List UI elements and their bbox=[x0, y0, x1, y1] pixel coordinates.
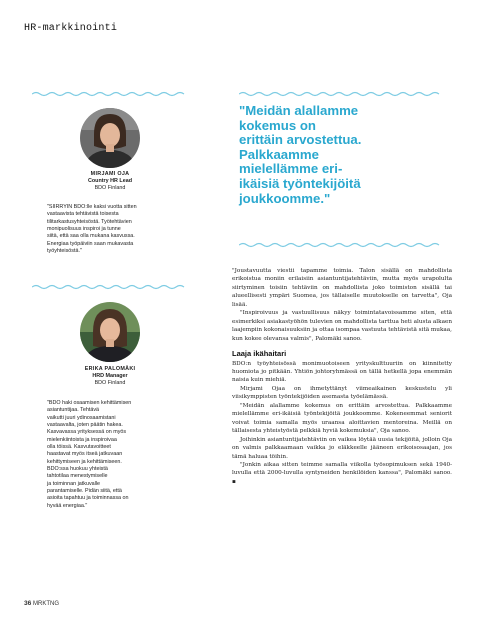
profile-statement: "BDO haki osaamisen kehittämisen asiantuntijaa. Tehtävä vaikutti juuri ydinosaamistani vastaavalta, joten päätin hakea. Kasvavassa yrityksessä on myös mielenkiintoista ja inspiroivaa olla töissä. Kasvutavoitteet haastavat myös itseä jatkuvaan kehittymiseen ja kehittämiseen. BDO:ssa huokuu yhteistä tahtotilaa menestymiselle ja toiminnan jatkuvalle parantamiselle. Pidän siitä, että asioita tapahtuu ja toiminnassa on hyvää energiaa." bbox=[47, 400, 132, 509]
wave-divider-mid-left bbox=[32, 284, 187, 290]
article-body bbox=[232, 267, 452, 486]
profile-role: Country HR Lead bbox=[87, 178, 133, 184]
profile-name: MIRJAMI OJA bbox=[90, 171, 130, 177]
profile-name: ERIKA PALOMÄKI bbox=[84, 366, 136, 372]
article-paragraph: "Meidän alallamme kokemus on erittäin arvostettua. Palkkaamme mielellämme eri-ikäisiä työntekijöitä joukkoomme. Kokeneemmat seniorit voivat toimia samalla myös uraansa aloittavien mentoreina. Meillä on tällaisesta yhteistyöstä pelkkiä hyviä kokemuksia", Oja sanoo. bbox=[232, 402, 452, 435]
profile-caption-1 bbox=[50, 171, 170, 192]
section-header: HR-markkinointi bbox=[24, 23, 118, 34]
article-paragraph: Mirjami Ojaa on ihmetyttänyt viimeaikainen keskustelu yli viisikymppisten työntekijöiden asemasta työelämässä. bbox=[232, 385, 452, 401]
profile-statement: "SIIRRYIN BDO:lle kaksi vuotta sitten vastaavista tehtävistä toisesta tilitarkastusyhteisöstä. Työtehtävien monipuolisuus inspiroi ja tunne siitä, että saa olla mukana kasvussa. Energiaa työpäiviin saan mukavasta työyhteisöstä." bbox=[47, 204, 137, 255]
article-paragraph: "Inspiroivuus ja vastuullisuus näkyy toimintatavoissamme siten, että esimerkiksi asiakastyöhön tulevien on mahdollista tarttua heti alusta alkaen laajempiin kokonaisuuksiin ja ottaa isompaa vastuuta tehtävistä sitä mukaa, kun kokee olevansa valmis", Palomäki sanoo. bbox=[232, 310, 452, 342]
wave-divider-top-left bbox=[32, 91, 187, 97]
portrait-mirjami-oja bbox=[80, 108, 140, 168]
article-paragraph: "Jonkin aikaa sitten teimme samalla viikolla työsopimuksen sekä 1940-luvulla että 2000-luvulla syntyneiden henkilöiden kanssa", Palomäki sanoo. ▪ bbox=[232, 461, 452, 485]
wave-divider-right bbox=[239, 242, 444, 248]
portrait-erika-palomaki bbox=[80, 302, 140, 362]
article-paragraph: Joihinkin asiantuntijatehtäviin on vaikea löytää uusia tekijöitä, jolloin Oja on valmis palkkaamaan vaikka jo eläkkeelle jääneen erikoisosaajan, jos tämä haluaa töihin. bbox=[232, 436, 452, 460]
profile-company: BDO Finland bbox=[94, 185, 126, 191]
profile-company: BDO Finland bbox=[94, 380, 126, 386]
publication-name: MRKTNG bbox=[33, 601, 60, 607]
article-paragraph: "Joustavuutta viestii tapamme toimia. Talon sisällä on mahdollista erikoistua moniin erilaisiin asiantuntijatehtäviin, mutta myös urapolulta siirtyminen toisiin tehtäviin on mahdollista joko toimiston sisällä tai alueellisesti ympäri Suomea, jos tällaiselle muutokselle on tarvetta", Oja lisää. bbox=[232, 268, 452, 308]
article-paragraph: BDO:n työyhteisössä monimuotoiseen yrityskulttuuriin on kiinnitetty huomiota jo pitkään. Yhtiön johtoryhmässä on tällä hetkellä jopa enemmän naisia kuin miehiä. bbox=[232, 360, 452, 384]
profile-role: HRD Manager bbox=[92, 373, 128, 379]
pull-quote: "Meidän alallamme kokemus on erittäin arvostettua. Palkkaamme mielellämme eri- ikäisiä työntekijöitä joukkoomme." bbox=[239, 103, 362, 206]
article-subheading: Laaja ikähaitari bbox=[232, 349, 287, 359]
page-folio bbox=[24, 600, 59, 607]
page-number: 36 bbox=[24, 600, 32, 607]
wave-divider-top-right bbox=[239, 91, 444, 97]
profile-caption-2 bbox=[50, 366, 170, 387]
